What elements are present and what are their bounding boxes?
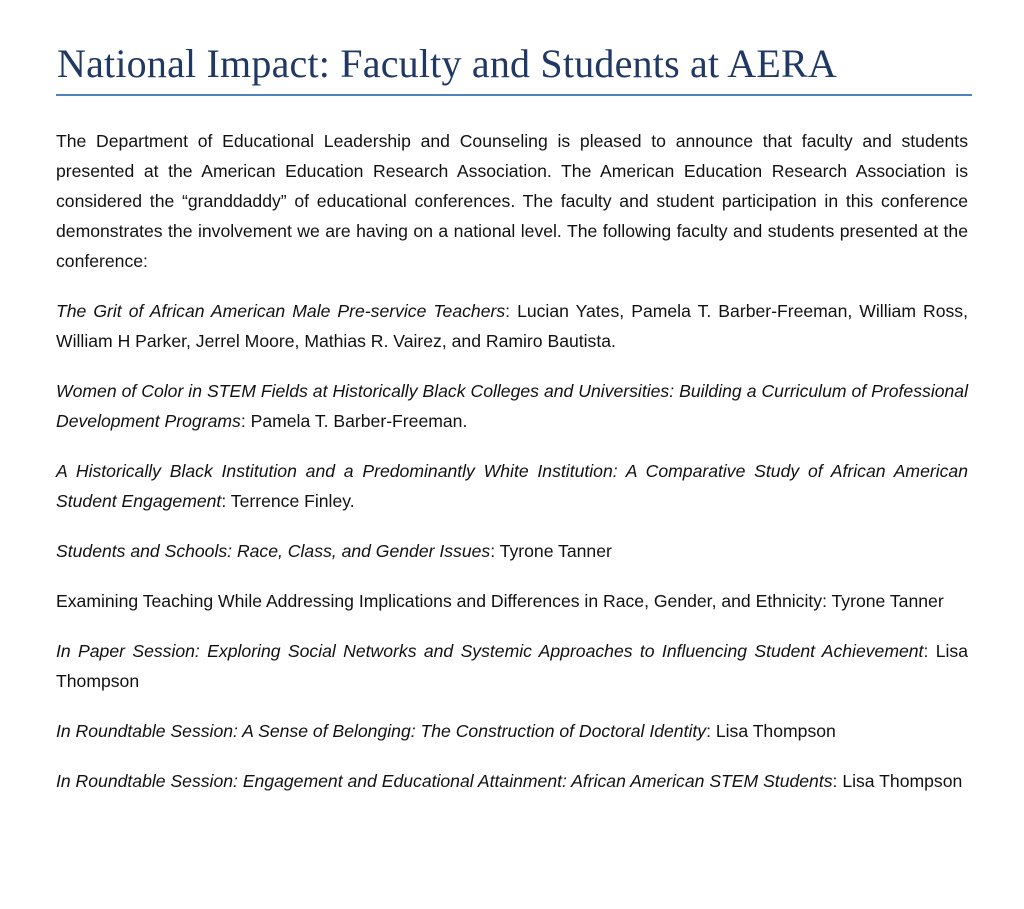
presentation-item — [56, 716, 968, 746]
presentation-item — [56, 636, 968, 696]
presentation-presenters: Lisa Thompson — [715, 721, 836, 741]
presentation-item — [56, 536, 968, 566]
title-divider — [56, 94, 972, 96]
presentation-separator: : — [505, 301, 518, 321]
presentation-item — [56, 296, 968, 356]
presentation-presenters: Lisa Thompson — [56, 641, 968, 691]
presentation-separator: : — [490, 541, 500, 561]
presentation-item — [56, 766, 968, 796]
presentation-title: Women of Color in STEM Fields at Historically Black Colleges and Universities: Building a Curriculum of Professional Development Programs — [56, 381, 968, 431]
presentation-item — [56, 456, 968, 516]
presentation-presenters: Examining Teaching While Addressing Implications and Differences in Race, Gender, and Ethnicity: Tyrone Tanner — [56, 591, 944, 611]
presentation-separator: : — [706, 721, 716, 741]
presentation-item — [56, 586, 968, 616]
presentation-separator: : — [832, 771, 843, 791]
presentation-title: In Roundtable Session: Engagement and Educational Attainment: African American STEM Students — [56, 771, 833, 791]
intro-paragraph: The Department of Educational Leadership and Counseling is pleased to announce that faculty and students presented at the American Education Research Association. The American Education Research Association is considered the “granddaddy” of educational conferences. The faculty and student participation in this conference demonstrates the involvement we are having on a national level. The following faculty and students presented at the conference: — [56, 131, 968, 271]
page-title: National Impact: Faculty and Students at AERA — [57, 41, 837, 86]
presentation-title: In Roundtable Session: A Sense of Belonging: The Construction of Doctoral Identity — [56, 721, 707, 741]
presentation-presenters: Terrence Finley. — [230, 491, 355, 511]
presentation-separator: : — [221, 491, 231, 511]
presentation-title: The Grit of African American Male Pre-service Teachers — [56, 301, 506, 321]
presentation-presenters: Lisa Thompson — [842, 771, 963, 791]
presentation-title: A Historically Black Institution and a Predominantly White Institution: A Comparative Study of African American Student Engagement — [56, 461, 968, 511]
presentation-presenters: Lucian Yates, Pamela T. Barber-Freeman, William Ross, William H Parker, Jerrel Moore, Mathias R. Vairez, and Ramiro Bautista. — [56, 301, 968, 351]
presentation-title: In Paper Session: Exploring Social Networks and Systemic Approaches to Influencing Student Achievement — [56, 641, 924, 661]
presentation-separator: : — [240, 411, 251, 431]
presentation-presenters: Tyrone Tanner — [499, 541, 612, 561]
presentation-item — [56, 376, 968, 436]
presentation-separator: : — [923, 641, 936, 661]
presentation-presenters: Pamela T. Barber-Freeman. — [250, 411, 468, 431]
document-page — [56, 36, 972, 816]
presentation-title: Students and Schools: Race, Class, and Gender Issues — [56, 541, 491, 561]
